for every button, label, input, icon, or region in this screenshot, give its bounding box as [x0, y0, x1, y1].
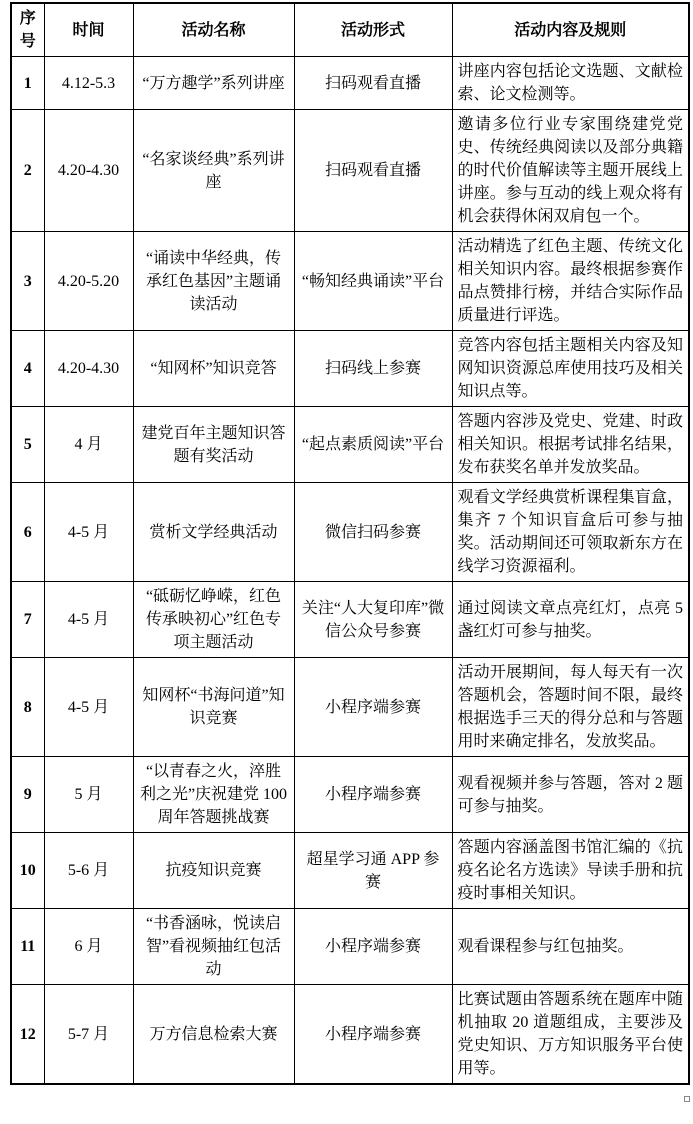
activity-form-cell: 小程序端参赛: [294, 757, 452, 833]
table-row: [11, 110, 689, 232]
table-row: [11, 407, 689, 483]
time-cell: 4.20-4.30: [44, 331, 133, 407]
activity-content-cell: 观看视频并参与答题，答对 2 题可参与抽奖。: [452, 757, 689, 833]
activity-name-cell: 赏析文学经典活动: [133, 483, 294, 582]
time-cell: 4 月: [44, 407, 133, 483]
time-cell: 4-5 月: [44, 582, 133, 658]
activity-content-cell: 观看课程参与红包抽奖。: [452, 909, 689, 985]
activity-name-cell: 万方信息检索大赛: [133, 985, 294, 1085]
activity-name-cell: “诵读中华经典，传承红色基因”主题诵读活动: [133, 232, 294, 331]
table-header-row: [11, 3, 689, 57]
activity-name-cell: “书香涵咏，悦读启智”看视频抽红包活动: [133, 909, 294, 985]
table-row: [11, 582, 689, 658]
serial-cell: 10: [11, 833, 44, 909]
header-activity-form: 活动形式: [294, 3, 452, 57]
activity-name-cell: “砥砺忆峥嵘，红色传承映初心”红色专项主题活动: [133, 582, 294, 658]
activity-form-cell: “畅知经典诵读”平台: [294, 232, 452, 331]
table-row: [11, 833, 689, 909]
activity-form-cell: 扫码观看直播: [294, 57, 452, 110]
activity-content-cell: 邀请多位行业专家围绕建党党史、传统经典阅读以及部分典籍的时代价值解读等主题开展线上讲座。参与互动的线上观众将有机会获得休闲双肩包一个。: [452, 110, 689, 232]
time-cell: 6 月: [44, 909, 133, 985]
table-row: [11, 483, 689, 582]
table-row: [11, 331, 689, 407]
time-cell: 4.20-4.30: [44, 110, 133, 232]
time-cell: 5-6 月: [44, 833, 133, 909]
activity-form-cell: 扫码观看直播: [294, 110, 452, 232]
serial-cell: 8: [11, 658, 44, 757]
activity-form-cell: 超星学习通 APP 参赛: [294, 833, 452, 909]
activity-content-cell: 竞答内容包括主题相关内容及知网知识资源总库使用技巧及相关知识点等。: [452, 331, 689, 407]
activity-content-cell: 讲座内容包括论文选题、文献检索、论文检测等。: [452, 57, 689, 110]
serial-cell: 1: [11, 57, 44, 110]
activity-content-cell: 答题内容涉及党史、党建、时政相关知识。根据考试排名结果，发布获奖名单并发放奖品。: [452, 407, 689, 483]
serial-cell: 4: [11, 331, 44, 407]
activity-name-cell: 建党百年主题知识答题有奖活动: [133, 407, 294, 483]
table-row: [11, 232, 689, 331]
header-activity-content: 活动内容及规则: [452, 3, 689, 57]
serial-cell: 3: [11, 232, 44, 331]
activity-name-cell: 抗疫知识竞赛: [133, 833, 294, 909]
activity-content-cell: 活动精选了红色主题、传统文化相关知识内容。最终根据参赛作品点赞排行榜，并结合实际作品质量进行评选。: [452, 232, 689, 331]
serial-cell: 2: [11, 110, 44, 232]
serial-cell: 7: [11, 582, 44, 658]
time-cell: 4-5 月: [44, 658, 133, 757]
time-cell: 4.12-5.3: [44, 57, 133, 110]
activity-form-cell: 微信扫码参赛: [294, 483, 452, 582]
serial-cell: 12: [11, 985, 44, 1085]
activity-name-cell: “名家谈经典”系列讲座: [133, 110, 294, 232]
header-serial: 序号: [11, 3, 44, 57]
activity-name-cell: 知网杯“书海问道”知识竞赛: [133, 658, 294, 757]
activity-content-cell: 通过阅读文章点亮红灯，点亮 5 盏红灯可参与抽奖。: [452, 582, 689, 658]
table-row: [11, 757, 689, 833]
activity-form-cell: 关注“人大复印库”微信公众号参赛: [294, 582, 452, 658]
activity-content-cell: 观看文学经典赏析课程集盲盒，集齐 7 个知识盲盒后可参与抽奖。活动期间还可领取新东方在线学习资源福利。: [452, 483, 689, 582]
activity-form-cell: 小程序端参赛: [294, 658, 452, 757]
time-cell: 5-7 月: [44, 985, 133, 1085]
activity-content-cell: 答题内容涵盖图书馆汇编的《抗疫名论名方选读》导读手册和抗疫时事相关知识。: [452, 833, 689, 909]
table-row: [11, 909, 689, 985]
activity-name-cell: “万方趣学”系列讲座: [133, 57, 294, 110]
activity-form-cell: “起点素质阅读”平台: [294, 407, 452, 483]
activity-content-cell: 比赛试题由答题系统在题库中随机抽取 20 道题组成，主要涉及党史知识、万方知识服务平台使用等。: [452, 985, 689, 1085]
activities-table: [10, 2, 690, 1085]
time-cell: 5 月: [44, 757, 133, 833]
header-activity-name: 活动名称: [133, 3, 294, 57]
table-row: [11, 985, 689, 1085]
activity-content-cell: 活动开展期间，每人每天有一次答题机会，答题时间不限，最终根据选手三天的得分总和与答题用时来确定排名，发放奖品。: [452, 658, 689, 757]
serial-cell: 6: [11, 483, 44, 582]
table-row: [11, 57, 689, 110]
time-cell: 4.20-5.20: [44, 232, 133, 331]
serial-cell: 11: [11, 909, 44, 985]
activity-form-cell: 小程序端参赛: [294, 985, 452, 1085]
serial-cell: 9: [11, 757, 44, 833]
activity-form-cell: 小程序端参赛: [294, 909, 452, 985]
serial-cell: 5: [11, 407, 44, 483]
time-cell: 4-5 月: [44, 483, 133, 582]
table-row: [11, 658, 689, 757]
header-time: 时间: [44, 3, 133, 57]
activity-form-cell: 扫码线上参赛: [294, 331, 452, 407]
activity-name-cell: “以青春之火，淬胜利之光”庆祝建党 100 周年答题挑战赛: [133, 757, 294, 833]
activity-name-cell: “知网杯”知识竞答: [133, 331, 294, 407]
table-resize-handle: [684, 1096, 690, 1102]
